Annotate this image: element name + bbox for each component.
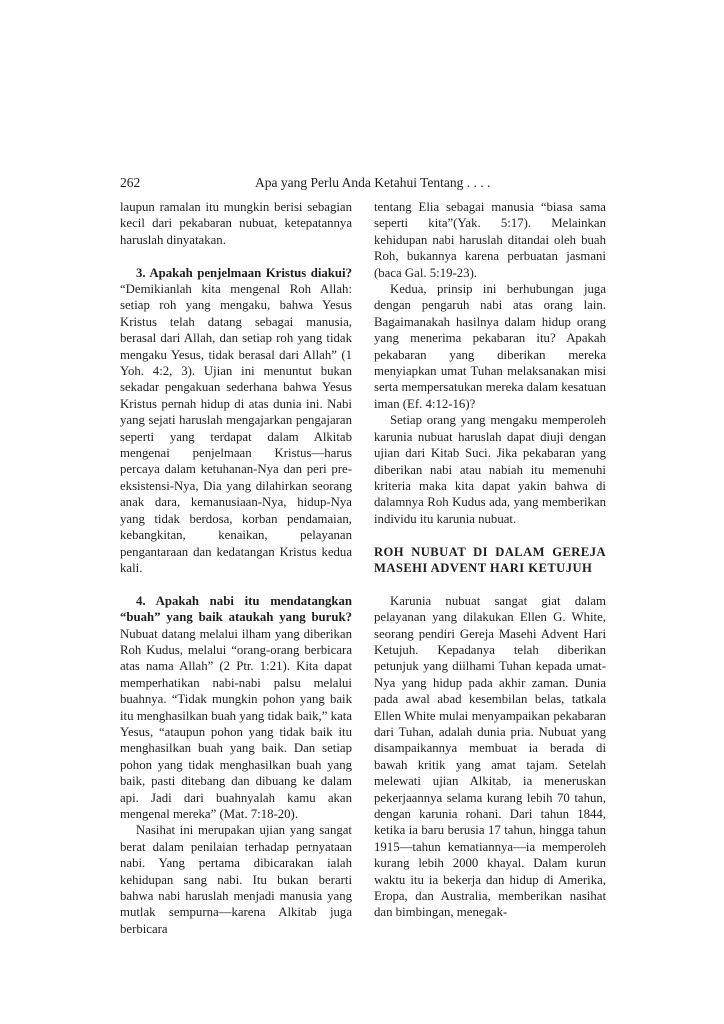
question-3-paragraph bbox=[120, 265, 352, 577]
question-3-body: “Demikianlah kita mengenal Roh Allah: setiap roh yang mengaku, bahwa Yesus Kristus telah datang sebagai manusia, berasal dari Allah, dan setiap roh yang tidak mengaku Yesus, tidak berasal dari Allah” (1 Yoh. 4:2, 3). Ujian ini menuntut bukan sekadar pengakuan sederhana bahwa Yesus Kristus pernah hidup di atas dunia ini. Nabi yang sejati haruslah mengajarkan pengajaran seperti yang terdapat dalam Alkitab mengenai penjelmaan Kristus—harus percaya dalam ketuhanan-Nya dan peri pre-eksistensi-Nya, Dia yang dilahirkan seorang anak dara, kemanusiaan-Nya, hidup-Nya yang tidak berdosa, korban pendamaian, kebangkitan, kenaikan, pelayanan pengantaraan dan kedatangan Kristus kedua kali. bbox=[120, 282, 352, 575]
page-number: 262 bbox=[120, 175, 141, 190]
paragraph: laupun ramalan itu mungkin berisi sebagian kecil dari pekabaran nubuat, ketepatannya haruslah dinyatakan. bbox=[120, 200, 352, 247]
page-header bbox=[120, 174, 606, 192]
running-title: Apa yang Perlu Anda Ketahui Tentang . . . . bbox=[255, 175, 491, 190]
right-column bbox=[374, 199, 606, 921]
paragraph: Setiap orang yang mengaku memperoleh karunia nubuat haruslah dapat diuji dengan ujian dari Kitab Suci. Jika pekabaran yang diberikan nabi atau nabiah itu memenuhi kriteria maka kita dapat yakin bahwa di dalamnya Roh Kudus ada, yang memberikan individu itu karunia nubuat. bbox=[374, 413, 606, 526]
left-column bbox=[120, 199, 352, 937]
paragraph: Karunia nubuat sangat giat dalam pelayanan yang dilakukan Ellen G. White, seorang pendiri Gereja Masehi Advent Hari Ketujuh. Kepadanya telah diberikan petunjuk yang diilhami Tuhan kepada umat-Nya yang hidup pada akhir zaman. Dunia pada awal abad kesembilan belas, tatkala Ellen White mulai menyampaikan pekabaran dari Tuhan, adalah dunia pria. Nubuat yang disampaikannya membuat ia berada di bawah kritik yang amat tajam. Setelah melewati ujian Alkitab, ia meneruskan pekerjaannya selama kurang lebih 70 tahun, dengan karunia rohani. Dari tahun 1844, ketika ia baru berusia 17 tahun, hingga tahun 1915—tahun kematiannya—ia memperoleh kurang lebih 2000 khayal. Dalam kurun waktu itu ia bekerja dan hidup di Amerika, Eropa, dan Australia, memberikan nasihat dan bimbingan, menegak- bbox=[374, 593, 606, 920]
question-3-heading: 3. Apakah penjelmaan Kristus diakui? bbox=[136, 265, 352, 280]
question-4-body: Nubuat datang melalui ilham yang diberikan Roh Kudus, melalui “orang-orang berbicara atas nama Allah” (2 Ptr. 1:21). Kita dapat memperhatikan nabi-nabi palsu melalui buahnya. “Tidak mungkin pohon yang baik itu menghasilkan buah yang tidak baik,” kata Yesus, “ataupun pohon yang tidak baik itu menghasilkan buah yang baik. Dan setiap pohon yang tidak menghasilkan buah yang baik, pasti ditebang dan dibuang ke dalam api. Jadi dari buahnyalah kamu akan mengenal mereka” (Mat. 7:18-20). bbox=[120, 626, 352, 821]
paragraph: tentang Elia sebagai manusia “biasa sama seperti kita”(Yak. 5:17). Melainkan kehidupan nabi haruslah ditandai oleh buah Roh, bukannya karena perbuatan jasmani (baca Gal. 5:19-23). bbox=[374, 200, 606, 280]
paragraph: Nasihat ini merupakan ujian yang sangat berat dalam penilaian terhadap pernyataan nabi. Yang pertama dibicarakan ialah kehidupan sang nabi. Itu bukan berarti bahwa nabi haruslah menjadi manusia yang mutlak sempurna—karena Alkitab juga berbicara bbox=[120, 823, 352, 936]
paragraph: Kedua, prinsip ini berhubungan juga dengan pengaruh nabi atas orang lain. Bagaimanakah hasilnya dalam hidup orang yang menerima pekabaran itu? Apakah pekabaran yang diberikan mereka menyiapkan umat Tuhan melaksanakan misi serta mempersatukan mereka dalam kesatuan iman (Ef. 4:12-16)? bbox=[374, 282, 606, 411]
question-4-paragraph bbox=[120, 593, 352, 823]
section-heading: ROH NUBUAT DI DALAM GEREJA MASEHI ADVENT HARI KETUJUH bbox=[374, 544, 606, 575]
question-4-heading: 4. Apakah nabi itu mendatangkan “buah” yang baik ataukah yang buruk? bbox=[120, 593, 352, 625]
